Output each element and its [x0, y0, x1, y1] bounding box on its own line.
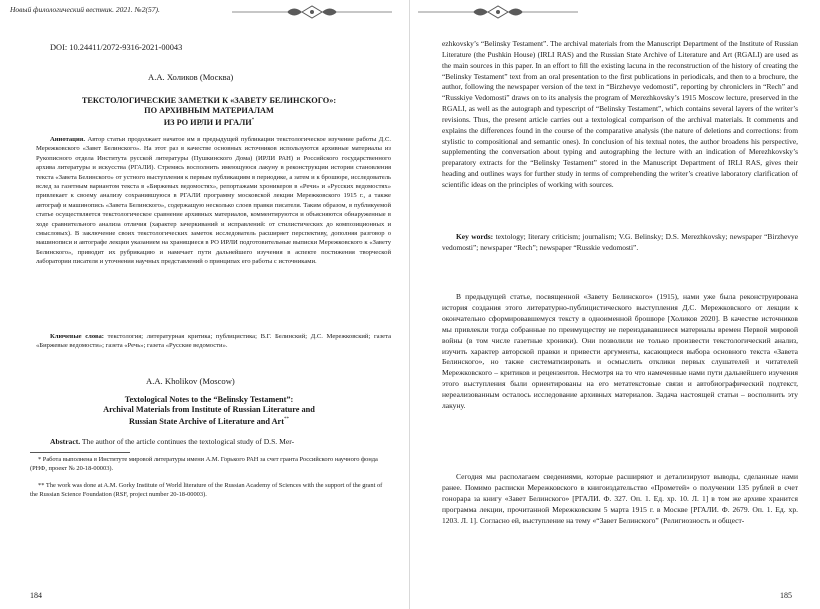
abstract-label: Аннотация. [50, 136, 86, 143]
keywords-ru [36, 332, 391, 351]
footnote-mark: ** [284, 417, 290, 423]
page-number-left: 184 [30, 591, 42, 600]
title-en-line: Textological Notes to the “Belinsky Testament”: [124, 395, 294, 404]
title-ru-line: ПО АРХИВНЫМ МАТЕРИАЛАМ [144, 106, 274, 116]
ornament-divider-icon [232, 2, 392, 22]
abstract-ru [36, 135, 391, 267]
abstract-en-text: The author of the article continues the textological study of D.S. Mer- [80, 437, 295, 446]
article-title-ru [30, 96, 388, 128]
abstract-en-continuation: ezhkovsky’s “Belinsky Testament”. The archival materials from the Manuscript Department of the Institute of Russian Literature (the Pushkin House) (IRLI RAS) and the Russian State Archive of Literature and Art (RGALI) are used as the main sources in this paper. In an effort to fill the existing lacuna in the reconstruction of the history of creating the “Belinsky Testament” text from an oral presentation to the first publications in periodicals, and then to a brochure, the author, following the newspaper version of the text in “Birzhevye vedomosti”, reporting by chroniclers in “Rech” and “Russkiye Vedomosti” draws on to its analysis the program of Merezhkovsky’s 1915 Moscow lecture, preserved in the RGALI, as well as the autograph and typescript of “Belinsky Testament”, which contains several layers of the writer’s revisions. Thus, the present article carries out a textological comparison of the archival materials. It comments and explains the differences found in the course of the comparative analysis (the nature of deletions and corrections: from stylistic to compositional and semantic ones). In conclusion of his textual notes, the author broadens his perspective, supplementing the conversation about typing and autographing the lecture with an indication of Merezhkovsky’s preparatory extracts for the “Belinsky Testament” stored in the Manuscript Department of IRLI RAS, gives their heading and outlines ways for further study in terms of comprehending the writer’s creative laboratory clarification of scientific ideas on the principles of working with sources. [442, 39, 798, 189]
footnote-mark: * [251, 118, 255, 124]
title-ru-line: ТЕКСТОЛОГИЧЕСКИЕ ЗАМЕТКИ К «ЗАВЕТУ БЕЛИНСКОГО»: [81, 96, 337, 105]
body-paragraph-2: Сегодня мы располагаем сведениями, которые расширяют и детализируют выводы, сделанные нами ранее. Помимо расписки Мережковского в книгоиздательство «Прометей» о получении 135 рублей в счет гонорара за книгу «Завет Белинского» [РГАЛИ. Ф. 327. Оп. 1. Ед. хр. 10. Л. 1] в том же архиве хранится программа лекции, прочитанной Мережковским 5 марта 1915 г. в Москве [РГАЛИ. Ф. 2679. Оп. 1. Ед. хр. 1203. Л. 1]. Согласно ей, выступление на тему «“Завет Белинского” (Религиозность и общест- [442, 472, 798, 525]
abstract-en-label: Abstract. [50, 437, 81, 446]
running-head: Новый филологический вестник. 2021. №2(57). [10, 5, 160, 14]
doi: DOI: 10.24411/2072-9316-2021-00043 [50, 43, 183, 52]
title-en-line-text: Russian State Archive of Literature and Art [128, 417, 285, 427]
abstract-en-start [36, 436, 391, 447]
title-ru-line [30, 116, 388, 128]
title-en-line [30, 415, 388, 427]
ornament-divider-icon [418, 2, 578, 22]
keywords-en-label: Key words: [456, 232, 494, 241]
author-ru: А.А. Холиков (Москва) [148, 72, 234, 82]
footnote-2: ** The work was done at A.M. Gorky Institute of World literature of the Russian Academy of Sciences with the support of the grant of the Russian Science Foundation (RSF, project number 20-18-00003). [30, 482, 383, 498]
author-en: A.A. Kholikov (Moscow) [146, 376, 235, 386]
keywords-en [442, 232, 798, 254]
footnote-1: * Работа выполнена в Институте мировой литературы имени А.М. Горького РАН за счет гранта Российского научного фонда (РНФ, проект № 20-18-00003). [30, 456, 378, 472]
keywords-en-text: textology; literary criticism; journalism; V.G. Belinsky; D.S. Merezhkovsky; newspaper “Birzhevye vedomosti”; newspaper “Rech”; newspaper “Russkie vedomosti”. [442, 232, 798, 252]
body-paragraph-1: В предыдущей статье, посвященной «Завету Белинского» (1915), нами уже была реконструирована история создания этого литературно-публицистического выступления Д.С. Мережковского от лекции к окончательно сформировавшемуся тексту в одноименной брошюре [Холиков 2020]. В качестве источников мы привлекли тогда собранные по преимуществу не переиздававшиеся материалы времен Первой мировой войны (в том числе газетные хроники). Они позволили не только произвести текстологический анализ, изучить характер авторской правки и привести аргументы, касающиеся выбора основного текста «Завета Белинского», но также систематизировать и осмыслить отклики первых слушателей и читателей Мережковского – критиков и рецензентов. Несмотря на то что намеченные нами пути дальнейшего изучения этого выступления были ориентированы на его метатекстовые связи и автобиографический подтекст, нереализованным осталось исследование архивных материалов. Задача настоящей статьи – восполнить эту лакуну. [442, 292, 798, 411]
keywords-label: Ключевые слова: [50, 333, 105, 340]
title-en-line: Archival Materials from Institute of Russian Literature and [103, 405, 315, 415]
footnote-rule [30, 452, 130, 453]
page-number-right: 185 [780, 591, 792, 600]
title-ru-line-text: ИЗ РО ИРЛИ И РГАЛИ [163, 118, 252, 128]
keywords-text: текстология; литературная критика; публицистика; В.Г. Белинский; Д.С. Мережковский; газета «Биржевые ведомости»; газета «Речь»; газета «Русские ведомости». [36, 333, 391, 350]
abstract-text: Автор статьи продолжает начатое им в предыдущей публикации текстологическое изучение работы Д.С. Мережковского «Завет Белинского». На этот раз в качестве основных источников используются архивные материалы из Рукописного отдела Института русской литературы (Пушкинского Дома) (ИРЛИ РАН) и Российского государственного архива литературы и искусства (РГАЛИ). Стремясь восполнить имеющуюся лакуну в реконструкции истории становления текста «Завета Белинского» от устного выступления к первым публикациям в периодике, а затем и к брошюре, исследователь вслед за газетным вариантом текста в «Биржевых ведомостях», репортажами хроникеров в «Речи» и «Русских ведомостях» привлекает к своему анализу сохранившуюся в РГАЛИ программу московской лекции Мережковского 1915 г., а также автограф и машинопись «Завета Белинского», содержащую несколько слоев правки писателя. Таким образом, в публикуемой статье осуществляется текстологическое сравнение архивных материалов, комментируются и объясняются обнаруженные в ходе сравнительного анализа отличия (характер зачеркиваний и исправлений: от стилистических до композиционных и смысловых). В заключение своих текстологических заметок исследователь расширяет перспективу, дополняя разговор о машинописи и автографе лекции указанием на хранящиеся в РО ИРЛИ подготовительные выписки Мережковского к «Завету Белинского», приводит их рубрикацию и намечает пути дальнейшего изучения в аспекте постижения творческой лаборатории писателя и уточнения научных представлений о принципах его работы с источниками. [36, 136, 391, 266]
right-page [410, 0, 820, 609]
article-title-en [30, 395, 388, 427]
